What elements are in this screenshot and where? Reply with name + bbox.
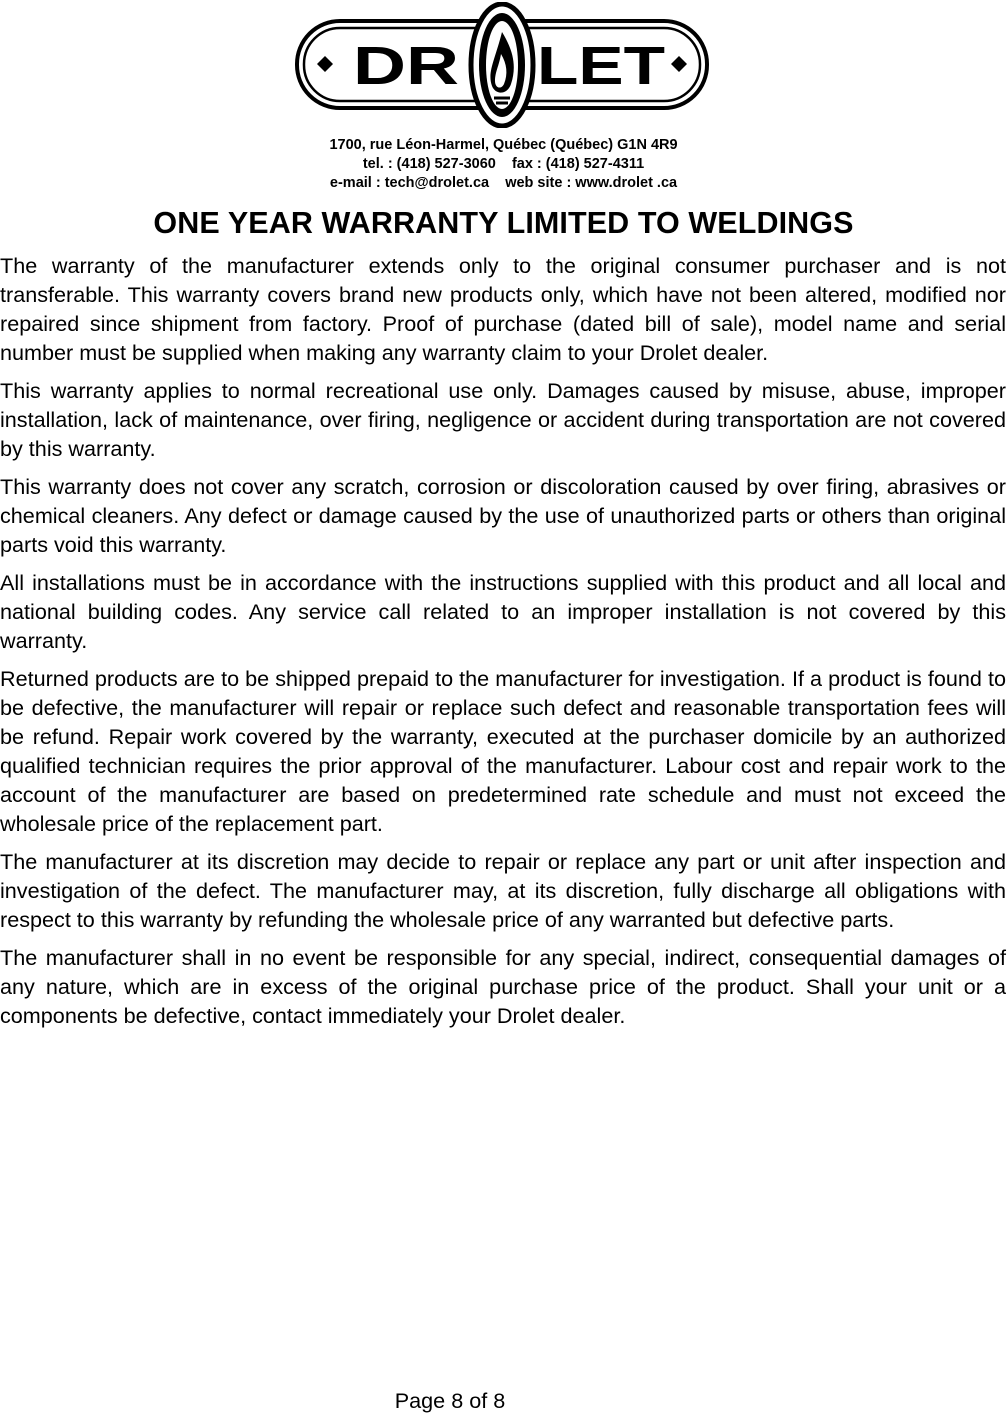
company-contact-block	[0, 136, 1007, 193]
warranty-paragraph-returns: Returned products are to be shipped prepaid to the manufacturer for investigation. If a product is found to be defective, the manufacturer will repair or replace such defect and reasonable transportation fees will be refund. Repair work covered by the warranty, executed at the purchaser domicile by an authorized qualified technician requires the prior approval of the manufacturer. Labour cost and repair work to the account of the manufacturer are based on predetermined rate schedule and must not exceed the wholesale price of the replacement part.	[0, 666, 1006, 836]
drolet-logo-graphic	[295, 2, 709, 128]
svg-text:DR: DR	[353, 36, 459, 96]
warranty-paragraph-exclusions: This warranty does not cover any scratch, corrosion or discoloration caused by over firing, abrasives or chemical cleaners. Any defect or damage caused by the use of unauthorized parts or others than original parts void this warranty.	[0, 474, 1006, 557]
warranty-paragraph-discretion: The manufacturer at its discretion may decide to repair or replace any part or unit after inspection and investigation of the defect. The manufacturer may, at its discretion, fully discharge all obligations with respect to this warranty by refunding the wholesale price of any warranted but defective parts.	[0, 849, 1006, 932]
warranty-paragraph-usage: This warranty applies to normal recreational use only. Damages caused by misuse, abuse, improper installation, lack of maintenance, over firing, negligence or accident during transportation are not covered by this warranty.	[0, 378, 1006, 461]
company-email-web: e-mail : tech@drolet.ca web site : www.drolet .ca	[329, 175, 678, 191]
warranty-paragraph-installation: All installations must be in accordance with the instructions supplied with this product and all local and national building codes. Any service call related to an improper installation is not covered by this warranty.	[0, 570, 1006, 653]
warranty-text	[0, 251, 1006, 1039]
warranty-paragraph-liability: The manufacturer shall in no event be responsible for any special, indirect, consequential damages of any nature, which are in excess of the original purchase price of the product. Shall your unit or a components be defective, contact immediately your Drolet dealer.	[0, 945, 1006, 1028]
drolet-logo	[295, 2, 709, 128]
company-address: 1700, rue Léon-Harmel, Québec (Québec) G1N 4R9	[329, 137, 678, 153]
page-number: Page 8 of 8	[394, 1388, 506, 1413]
page-title: ONE YEAR WARRANTY LIMITED TO WELDINGS	[153, 206, 854, 240]
svg-text:LET: LET	[537, 36, 666, 96]
warranty-paragraph-coverage: The warranty of the manufacturer extends only to the original consumer purchaser and is not transferable. This warranty covers brand new products only, which have not been altered, modified nor repaired since shipment from factory. Proof of purchase (dated bill of sale), model name and serial number must be supplied when making any warranty claim to your Drolet dealer.	[0, 253, 1006, 365]
company-phone-fax: tel. : (418) 527-3060 fax : (418) 527-4311	[362, 156, 645, 172]
